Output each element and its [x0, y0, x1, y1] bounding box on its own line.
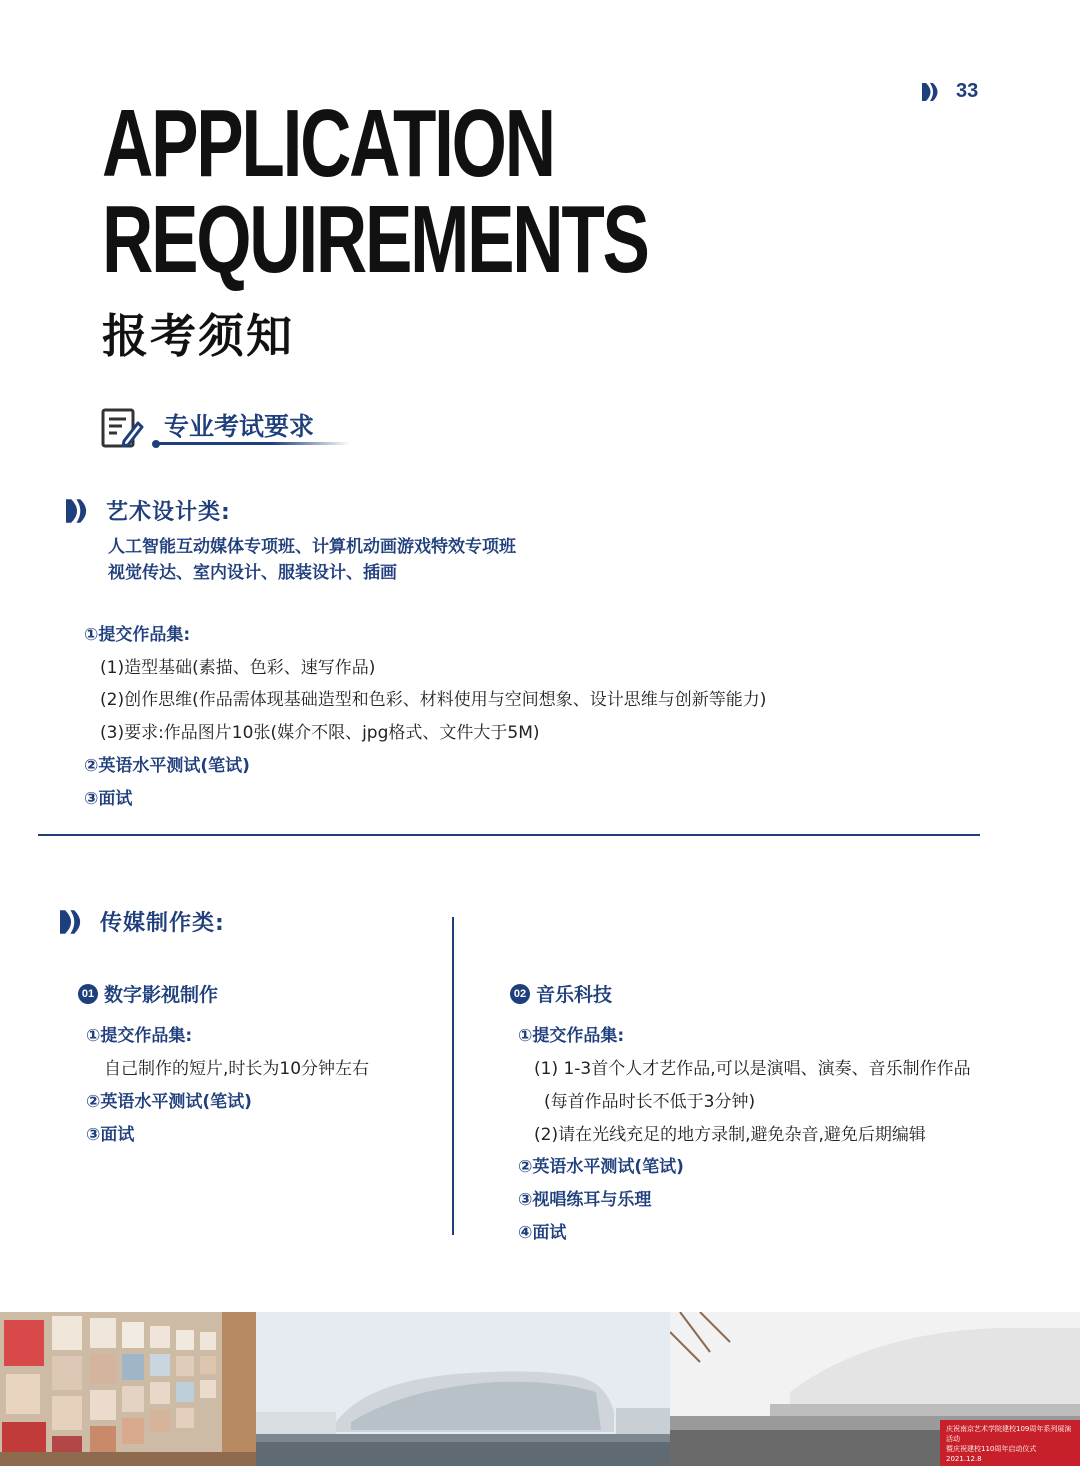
music-english-test: ②英语水平测试(笔试): [518, 1157, 684, 1177]
column-divider: [452, 917, 454, 1235]
title-en-line-2: REQUIREMENTS: [102, 186, 648, 293]
number-badge: 02: [510, 984, 530, 1004]
photo-strip: [0, 1312, 1080, 1466]
media-heading: [60, 906, 225, 937]
music-solfege: ③视唱练耳与乐理: [518, 1190, 652, 1210]
music-interview: ④面试: [518, 1223, 567, 1243]
double-chevron-icon: [60, 908, 86, 936]
media-title: 传媒制作类:: [100, 911, 225, 936]
caption-line-3: 2021.12.8: [946, 1455, 982, 1463]
film-portfolio-item-1: 自己制作的短片,时长为10分钟左右: [104, 1059, 370, 1079]
music-portfolio-item-3: (2)请在光线充足的地方录制,避免杂音,避免后期编辑: [534, 1125, 926, 1145]
film-production-title: 数字影视制作: [104, 984, 219, 1006]
music-portfolio-item-2: (每首作品时长不低于3分钟): [544, 1092, 756, 1112]
art-portfolio-item-3: (3)要求:作品图片10张(媒介不限、jpg格式、文件大于5M): [100, 723, 540, 743]
page-number-group: [922, 80, 978, 103]
title-en-line-1: APPLICATION: [102, 90, 554, 197]
art-design-subtitle-2: 视觉传达、室内设计、服装设计、插画: [108, 563, 397, 583]
music-tech-heading: [510, 980, 612, 1007]
music-tech-title: 音乐科技: [536, 984, 613, 1006]
photo-caption: [940, 1420, 1080, 1466]
art-design-heading: [66, 495, 231, 526]
caption-line-1: 庆祝南京艺术学院建校109周年系列展演活动: [946, 1425, 1072, 1443]
film-english-test: ②英语水平测试(笔试): [86, 1092, 252, 1112]
art-portfolio-head: ①提交作品集:: [84, 625, 191, 645]
section-underline-dot: [152, 440, 160, 448]
film-production-heading: [78, 980, 218, 1007]
music-portfolio-head: ①提交作品集:: [518, 1026, 625, 1046]
number-badge: 01: [78, 984, 98, 1004]
art-english-test: ②英语水平测试(笔试): [84, 756, 250, 776]
art-design-title: 艺术设计类:: [106, 500, 231, 525]
art-gallery-photo: [0, 1312, 256, 1466]
art-interview: ③面试: [84, 789, 133, 809]
film-interview: ③面试: [86, 1125, 135, 1145]
caption-line-2: 暨庆祝建校110周年启动仪式: [946, 1445, 1037, 1453]
art-portfolio-item-2: (2)创作思维(作品需体现基础造型和色彩、材料使用与空间想象、设计思维与创新等能力): [100, 690, 767, 710]
theater-building-photo: [670, 1312, 1080, 1466]
double-chevron-icon: [66, 497, 92, 525]
concert-hall-photo: [256, 1312, 670, 1466]
document-edit-icon: [100, 405, 144, 451]
section-underline: [154, 442, 350, 445]
section-divider: [38, 834, 980, 836]
page-number: 33: [956, 80, 979, 102]
art-design-subtitle-1: 人工智能互动媒体专项班、计算机动画游戏特效专项班: [108, 537, 516, 557]
music-portfolio-item-1: (1) 1-3首个人才艺作品,可以是演唱、演奏、音乐制作作品: [534, 1059, 971, 1079]
art-portfolio-item-1: (1)造型基础(素描、色彩、速写作品): [100, 658, 376, 678]
section-title: 专业考试要求: [164, 412, 315, 441]
double-chevron-icon: [922, 83, 942, 101]
title-cn: 报考须知: [102, 309, 294, 363]
film-portfolio-head: ①提交作品集:: [86, 1026, 193, 1046]
